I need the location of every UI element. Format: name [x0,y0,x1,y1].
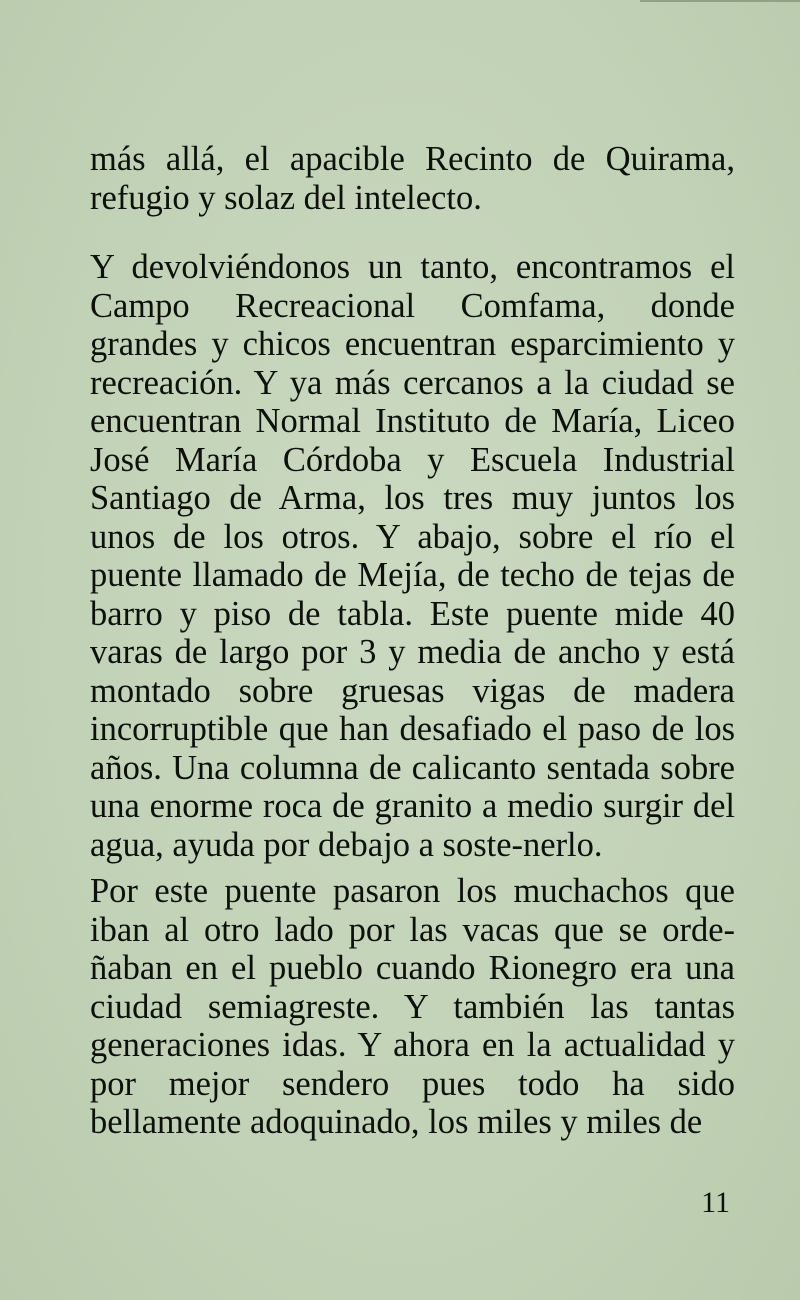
paragraph-2-text: Y devolviéndonos un tanto, encontramos el Campo Recreacional Comfama, donde grandes y chicos encuentran esparcimiento y recreación. Y ya más cercanos a la ciudad se encuentran Normal Instituto de María, Liceo José María Córdoba y Escuela Industrial Santiago de Arma, los tres muy juntos los unos de los otros. Y abajo, sobre el río el puente llamado de Mejía, de techo de tejas de barro y piso de tabla. Este puente mide 40 varas de largo por 3 y media de ancho y está montado sobre gruesas vigas de madera incorruptible que han desafiado el paso de los años. Una columna de calicanto sentada sobre una enorme roca de granito a medio surgir del agua, ayuda por debajo a soste-nerlo. [90,248,735,864]
paragraph-1 [90,140,735,217]
page-number: 11 [701,1186,730,1219]
paragraph-3 [90,872,735,1142]
paragraph-3-text: Por este puente pasaron los muchachos que iban al otro lado por las vacas que se orde-ñaban en el pueblo cuando Rionegro era una ciudad semiagreste. Y también las tantas generaciones idas. Y ahora en la actualidad y por mejor sendero pues todo ha sido bellamente adoquinado, los miles y miles de [90,872,735,1141]
page-edge-line [640,0,800,2]
paragraph-1-text: más allá, el apacible Recinto de Quirama, refugio y solaz del intelecto. [90,140,735,217]
paragraph-2 [90,248,735,864]
